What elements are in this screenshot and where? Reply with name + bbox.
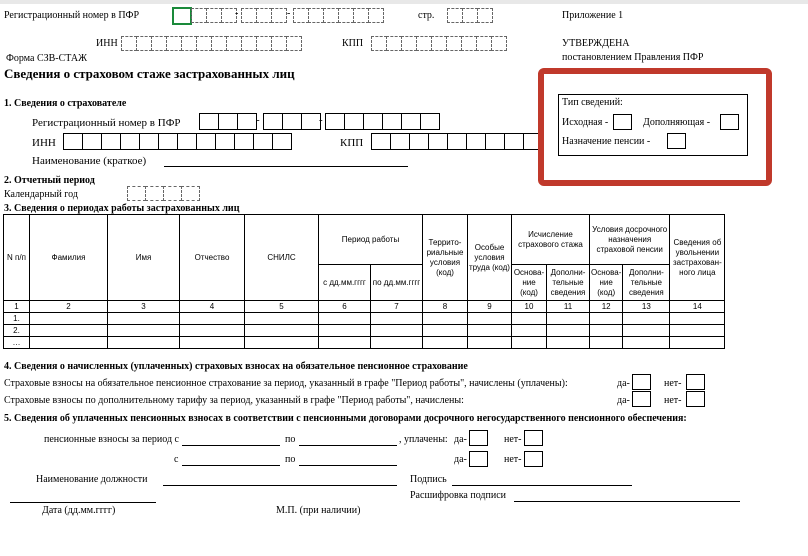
col-header-early: Условия досрочного назначения страховой пенсии — [590, 215, 670, 265]
date-field[interactable] — [10, 502, 156, 503]
signature-decode-label: Расшифровка подписи — [410, 490, 506, 501]
col-header-calc: Исчисление страхового стажа — [512, 215, 590, 265]
section1-heading: 1. Сведения о страхователе — [4, 98, 127, 109]
col-number: 14 — [670, 301, 725, 313]
header-reg-cells-2[interactable] — [242, 8, 287, 23]
work-periods-table — [3, 214, 725, 349]
dash-separator: - — [319, 114, 323, 126]
section5-no2-checkbox[interactable] — [524, 451, 543, 467]
contrib-to-field-2[interactable] — [299, 465, 397, 466]
approved-by-label: постановлением Правления ПФР — [562, 52, 704, 63]
column-number-row — [4, 301, 725, 313]
info-type-supplement-checkbox[interactable] — [720, 114, 739, 130]
page-label: стр. — [418, 10, 435, 21]
selected-cell[interactable] — [172, 7, 192, 25]
section5-from-label-2: с — [174, 454, 179, 465]
section5-no1-label: нет- — [504, 434, 522, 445]
table-row[interactable] — [4, 313, 725, 325]
table-row[interactable] — [4, 325, 725, 337]
col-number: 7 — [371, 301, 423, 313]
section4-yes1-checkbox[interactable] — [632, 374, 651, 390]
header-inn-label: ИНН — [96, 38, 118, 49]
col-header-snils: СНИЛС — [245, 215, 319, 301]
section4-yes2-label: да- — [617, 395, 630, 406]
info-type-original-checkbox[interactable] — [613, 114, 632, 130]
col-header-territory: Террито-риальные условия (код) — [423, 215, 468, 301]
col-header-dismissal: Сведения об увольнении застрахован-ного лица — [670, 215, 725, 301]
position-field[interactable] — [163, 485, 397, 486]
section4-heading: 4. Сведения о начисленных (уплаченных) страховых взносах на обязательное пенсионное страхование — [4, 361, 468, 372]
section1-inn-label: ИНН — [32, 137, 56, 149]
company-name-field[interactable] — [164, 166, 408, 167]
col-header-early-basis: Основа-ние (код) — [590, 265, 623, 301]
sheet-top-edge — [0, 0, 808, 4]
col-number: 11 — [547, 301, 590, 313]
info-type-original-label: Исходная - — [562, 117, 609, 128]
section5-yes2-checkbox[interactable] — [469, 451, 488, 467]
section1-inn-cells[interactable] — [64, 133, 292, 150]
section1-kpp-cells[interactable] — [372, 133, 543, 150]
section2-year-label: Календарный год — [4, 189, 78, 200]
col-header-surname: Фамилия — [30, 215, 108, 301]
col-header-from: с дд.мм.гггг — [319, 265, 371, 301]
col-number: 9 — [468, 301, 512, 313]
section5-yes1-checkbox[interactable] — [469, 430, 488, 446]
header-kpp-label: КПП — [342, 38, 364, 49]
contrib-from-field-2[interactable] — [182, 465, 280, 466]
signature-field[interactable] — [452, 485, 632, 486]
header-reg-label: Регистрационный номер в ПФР — [4, 10, 139, 21]
col-number: 4 — [180, 301, 245, 313]
section4-yes1-label: да- — [617, 378, 630, 389]
col-header-np: N п/п — [4, 215, 30, 301]
col-number: 2 — [30, 301, 108, 313]
section5-heading: 5. Сведения об уплаченных пенсионных взносах в соответствии с пенсионными договорами досрочного негосударственного пенсионного обеспечения: — [4, 413, 687, 424]
section5-paid-label: , уплачены: — [399, 434, 448, 445]
col-header-calc-basis: Основа-ние (код) — [512, 265, 547, 301]
section5-to-label-1: по — [285, 434, 296, 445]
col-number: 13 — [623, 301, 670, 313]
header-kpp-cells[interactable] — [372, 36, 507, 51]
row-label: 2. — [4, 325, 30, 337]
section1-reg-label: Регистрационный номер в ПФР — [32, 117, 181, 129]
section5-contrib-label: пенсионные взносы за период с — [44, 434, 179, 445]
contrib-to-field-1[interactable] — [299, 445, 397, 446]
section4-no1-label: нет- — [664, 378, 682, 389]
form-name: Форма СЗВ-СТАЖ — [6, 53, 88, 64]
year-cells[interactable] — [128, 186, 200, 201]
col-header-to: по дд.мм.гггг — [371, 265, 423, 301]
table-row[interactable] — [4, 337, 725, 349]
col-header-special: Особые условия труда (код) — [468, 215, 512, 301]
section4-line2: Страховые взносы по дополнительному тарифу за период, указанный в графе "Период работы", начислены: — [4, 395, 464, 406]
section4-yes2-checkbox[interactable] — [632, 391, 651, 407]
section4-no2-checkbox[interactable] — [686, 391, 705, 407]
section5-yes2-label: да- — [454, 454, 467, 465]
section5-no2-label: нет- — [504, 454, 522, 465]
row-label: 1. — [4, 313, 30, 325]
header-inn-cells[interactable] — [122, 36, 302, 51]
section1-reg-cells-1[interactable] — [200, 113, 257, 130]
dash-separator: - — [287, 8, 291, 19]
section5-to-label-2: по — [285, 454, 296, 465]
section2-heading: 2. Отчетный период — [4, 175, 95, 186]
col-header-early-extra: Дополни-тельные сведения — [623, 265, 670, 301]
header-reg-cells-1[interactable] — [192, 8, 237, 23]
dash-separator: - — [235, 8, 239, 19]
info-type-pension-checkbox[interactable] — [667, 133, 686, 149]
section1-name-label: Наименование (краткое) — [32, 155, 147, 167]
info-type-pension-label: Назначение пенсии - — [562, 136, 651, 147]
signature-label: Подпись — [410, 474, 447, 485]
col-number: 10 — [512, 301, 547, 313]
page-title: Сведения о страховом стаже застрахованных лиц — [4, 66, 295, 81]
position-label: Наименование должности — [36, 474, 148, 485]
section4-no2-label: нет- — [664, 395, 682, 406]
col-number: 8 — [423, 301, 468, 313]
col-header-patronymic: Отчество — [180, 215, 245, 301]
contrib-from-field-1[interactable] — [182, 445, 280, 446]
section5-no1-checkbox[interactable] — [524, 430, 543, 446]
signature-decode-field[interactable] — [514, 501, 740, 502]
col-number: 1 — [4, 301, 30, 313]
date-label: Дата (дд.мм.гггг) — [42, 505, 116, 516]
stamp-label: М.П. (при наличии) — [276, 505, 361, 516]
section4-no1-checkbox[interactable] — [686, 374, 705, 390]
section1-reg-cells-2[interactable] — [264, 113, 321, 130]
col-header-calc-extra: Дополни-тельные сведения — [547, 265, 590, 301]
section5-yes1-label: да- — [454, 434, 467, 445]
col-number: 6 — [319, 301, 371, 313]
row-label: … — [4, 337, 30, 349]
section1-kpp-label: КПП — [340, 137, 364, 149]
col-number: 5 — [245, 301, 319, 313]
col-header-name: Имя — [108, 215, 180, 301]
info-type-supplement-label: Дополняющая - — [643, 117, 711, 128]
appendix-label: Приложение 1 — [562, 10, 624, 21]
page-cells[interactable] — [448, 8, 493, 23]
header-reg-cells-3[interactable] — [294, 8, 384, 23]
section3-heading: 3. Сведения о периодах работы застрахованных лиц — [4, 203, 240, 214]
col-number: 12 — [590, 301, 623, 313]
dash-separator: - — [256, 114, 260, 126]
info-type-title: Тип сведений: — [562, 97, 623, 108]
col-number: 3 — [108, 301, 180, 313]
section1-reg-cells-3[interactable] — [326, 113, 440, 130]
section4-line1: Страховые взносы на обязательное пенсионное страхование за период, указанный в графе "Период работы", начислены (уплачены): — [4, 378, 568, 389]
col-header-period: Период работы — [319, 215, 423, 265]
approved-label: УТВЕРЖДЕНА — [562, 38, 630, 49]
